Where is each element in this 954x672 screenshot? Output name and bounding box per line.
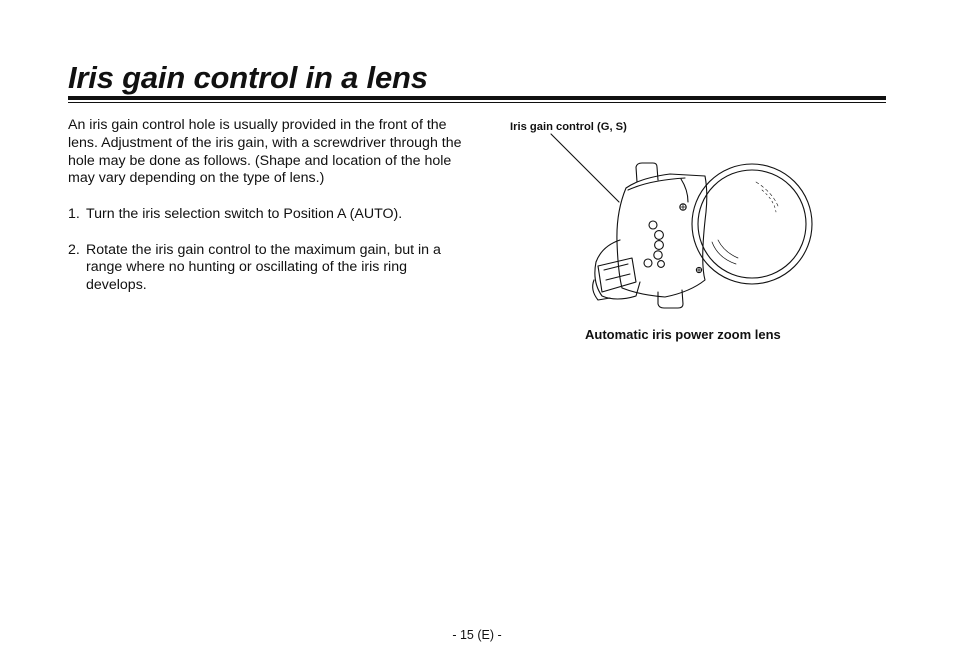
- step-item-1: [68, 206, 463, 224]
- title-rule-thick: [68, 96, 886, 100]
- figure-caption: Automatic iris power zoom lens: [585, 327, 781, 342]
- step-item-2: [68, 242, 463, 295]
- iris-gain-control-hole: [654, 251, 662, 259]
- lens-reflection: [712, 242, 736, 264]
- step-number: 1.: [68, 205, 80, 222]
- grip-strap-detail: [604, 264, 630, 280]
- steps-list: [68, 206, 463, 295]
- screw-icon: [681, 205, 686, 210]
- lens-illustration: [540, 132, 820, 322]
- intro-paragraph: An iris gain control hole is usually provided in the front of the lens. Adjustment of the iris gain, with a screwdriver through the hole may be done as follows. (Shape and location of the hole may vary depending on the type of lens.): [68, 117, 462, 187]
- callout-leader-line: [551, 134, 619, 202]
- bottom-connector: [658, 290, 683, 308]
- housing-inner-ridge: [681, 179, 688, 202]
- page-title: Iris gain control in a lens: [68, 60, 428, 95]
- title-rule-thin: [68, 102, 886, 103]
- step-text: Rotate the iris gain control to the maximum gain, but in a range where no hunting or oscillating of the iris ring develops.: [86, 241, 441, 294]
- page-number: - 15 (E) -: [452, 628, 502, 642]
- iris-gain-control-hole: [655, 241, 664, 250]
- front-lens-outer-ring: [692, 164, 812, 284]
- instructions-column: [68, 117, 463, 295]
- grip-strap: [598, 258, 636, 292]
- iris-gain-control-hole: [649, 221, 657, 229]
- lens-reflection: [756, 182, 778, 206]
- iris-gain-control-hole: [658, 261, 665, 268]
- iris-gain-control-hole: [655, 231, 664, 240]
- step-number: 2.: [68, 241, 80, 258]
- front-lens-glass: [698, 170, 806, 278]
- lens-reflection: [762, 190, 776, 212]
- iris-gain-callout-label: Iris gain control (G, S): [510, 121, 627, 133]
- step-text: Turn the iris selection switch to Position A (AUTO).: [86, 205, 403, 222]
- screw-icon: [697, 268, 701, 272]
- iris-gain-control-hole: [644, 259, 652, 267]
